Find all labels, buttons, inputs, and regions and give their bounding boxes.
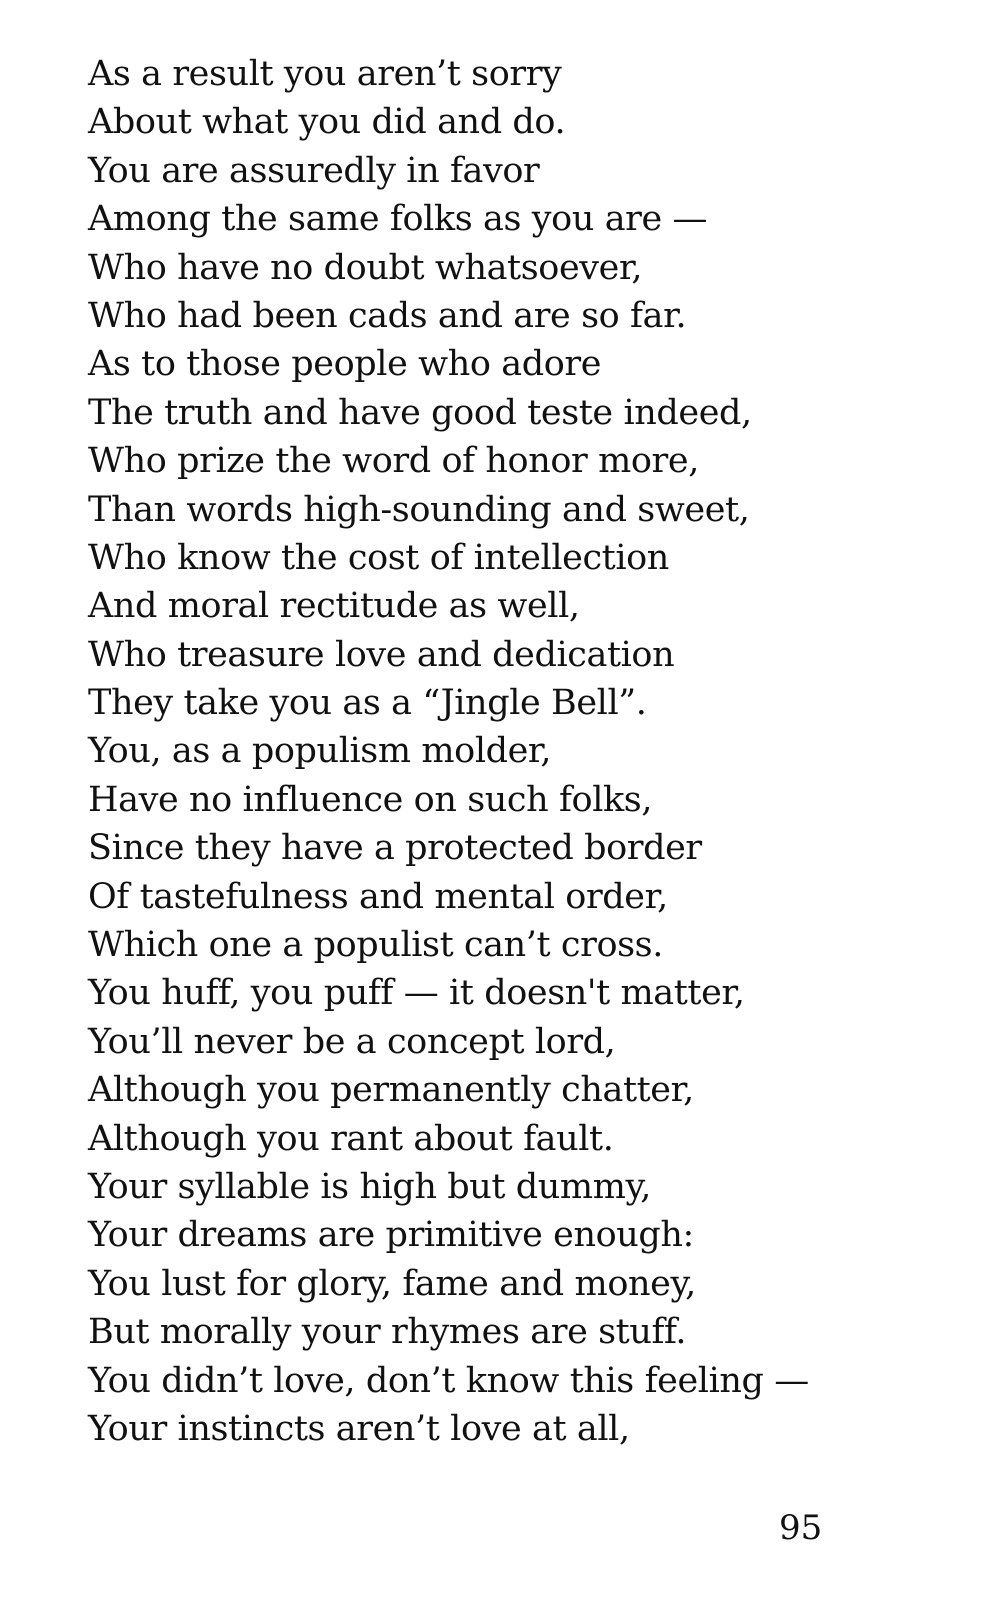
poem-line: They take you as a “Jingle Bell”.: [88, 683, 647, 724]
poem-line: Who treasure love and dedication: [88, 634, 675, 675]
poem-line: Which one a populist can’t cross.: [88, 925, 663, 966]
poem-line: Who have no doubt whatsoever,: [88, 247, 643, 288]
poem-line: Your syllable is high but dummy,: [88, 1166, 651, 1207]
poem-line: About what you did and do.: [88, 102, 566, 143]
poem-line: The truth and have good teste indeed,: [88, 392, 752, 433]
poem-line: Your dreams are primitive enough:: [88, 1215, 694, 1256]
poem-text: [88, 50, 809, 1453]
poem-line: You are assuredly in favor: [88, 150, 540, 191]
poem-line: Have no influence on such folks,: [88, 779, 653, 820]
poem-line: Among the same folks as you are —: [88, 199, 708, 240]
poem-line: Who had been cads and are so far.: [88, 295, 687, 336]
poem-line: You didn’t love, don’t know this feeling —: [88, 1360, 809, 1401]
page-number: 95: [779, 1508, 823, 1548]
poem-line: You’ll never be a concept lord,: [88, 1021, 616, 1062]
poem-line: Your instincts aren’t love at all,: [88, 1408, 630, 1449]
poem-line: Since they have a protected border: [88, 828, 702, 869]
poem-line: As to those people who adore: [88, 344, 602, 385]
poem-line: You lust for glory, fame and money,: [88, 1263, 696, 1304]
poem-line: Who prize the word of honor more,: [88, 441, 699, 482]
poem-line: But morally your rhymes are stuff.: [88, 1312, 687, 1353]
poem-line: Of tastefulness and mental order,: [88, 876, 668, 917]
poem-line: And moral rectitude as well,: [88, 586, 580, 627]
poem-line: You, as a populism molder,: [88, 731, 552, 772]
poem-line: You huff, you puff — it doesn't matter,: [88, 973, 745, 1014]
poem-line: As a result you aren’t sorry: [88, 54, 562, 94]
poem-line: Although you permanently chatter,: [88, 1070, 694, 1111]
poem-line: Although you rant about fault.: [88, 1118, 614, 1159]
poem-line: Than words high-sounding and sweet,: [88, 489, 750, 530]
poem-line: Who know the cost of intellection: [88, 537, 669, 578]
